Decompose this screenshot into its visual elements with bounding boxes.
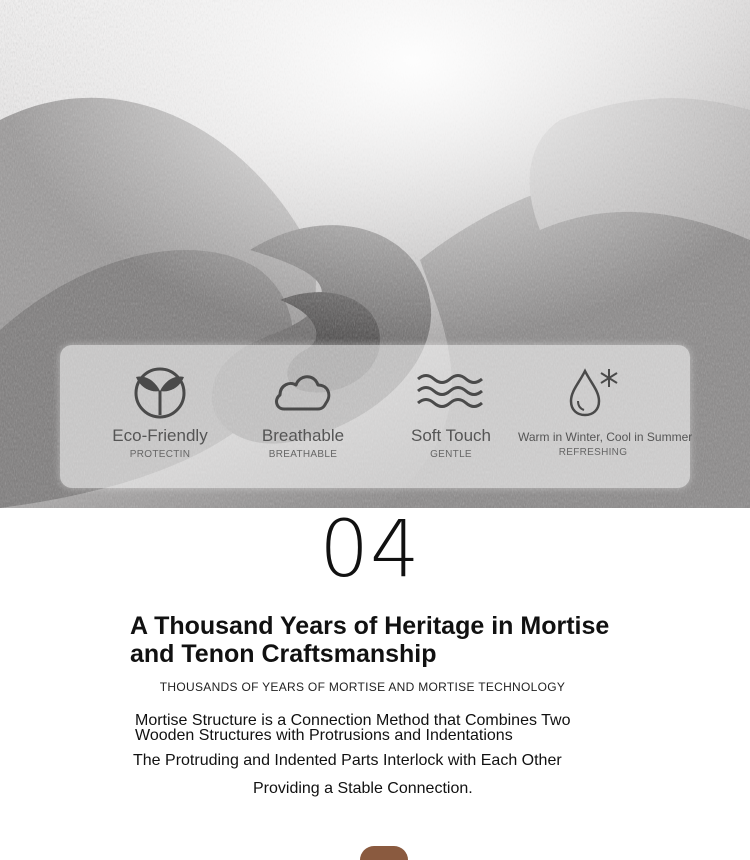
feature-eco-friendly (85, 365, 235, 460)
feature-breathable (228, 365, 378, 460)
cloud-icon (272, 365, 334, 419)
description-paragraph-2: The Protruding and Indented Parts Interlock with Each Other (133, 752, 562, 769)
description-paragraph-3: Providing a Stable Connection. (253, 780, 473, 797)
section-heading: A Thousand Years of Heritage in Mortise and Tenon Craftsmanship (130, 612, 610, 668)
feature-title: Warm in Winter, Cool in Summer (518, 430, 693, 444)
waves-icon (416, 365, 486, 419)
feature-panel (60, 345, 693, 488)
droplet-snowflake-icon (565, 365, 621, 419)
section-number: 04 (319, 505, 421, 595)
feature-subtitle: REFRESHING (558, 447, 628, 458)
sprout-icon (132, 365, 188, 419)
wood-image-edge (360, 846, 408, 860)
feature-warm-cool (518, 365, 693, 458)
feature-title: Soft Touch (410, 426, 492, 445)
feature-subtitle: BREATHABLE (268, 449, 338, 460)
feature-soft-touch (376, 365, 526, 460)
description-paragraph-1: Mortise Structure is a Connection Method that Combines Two Wooden Structures with Protrusions and Indentations (135, 712, 571, 744)
feature-subtitle: GENTLE (430, 449, 472, 460)
feature-title: Eco-Friendly (112, 426, 208, 445)
feature-subtitle: PROTECTIN (129, 449, 191, 460)
section-subheading: THOUSANDS OF YEARS OF MORTISE AND MORTISE TECHNOLOGY (159, 680, 566, 694)
feature-title: Breathable (261, 426, 345, 445)
